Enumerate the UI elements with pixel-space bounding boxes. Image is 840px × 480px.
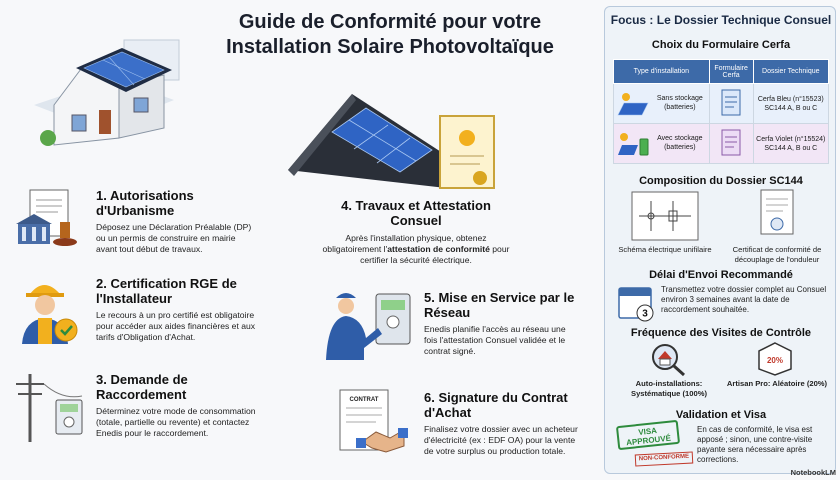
consuel-focus-panel [604, 6, 836, 474]
step-6-text: Finalisez votre dossier avec un acheteur d'électricité (ex : EDF OA) pour la vente de votre surplus ou production totale. [424, 424, 578, 456]
step-2-text: Le recours à un pro certifié est obligatoire pour accéder aux aides financières et aux tarifs d'Obligation d'Achat. [96, 310, 256, 342]
step-4-text: Après l'installation physique, obtenez obligatoirement l'attestation de conformité pour certifier la sécurité électrique. [322, 233, 510, 265]
town-hall-document-icon [12, 188, 84, 250]
step-3-text: Déterminez votre mode de consommation (totale, partielle ou revente) et contactez Enedis pour le raccordement. [96, 406, 256, 438]
frequency-section-title: Fréquence des Visites de Contrôle [630, 327, 812, 339]
frequency-artisan-pro: Artisan Pro: Aléatoire (20%) [726, 379, 828, 388]
visa-section-title: Validation et Visa [675, 409, 767, 421]
table-row [614, 84, 829, 124]
row-1-type: Sans stockage (batteries) [656, 95, 703, 111]
row-2-type: Avec stockage (batteries) [657, 135, 703, 151]
dice-label: 20% [766, 356, 784, 365]
svg-text:CONTRAT: CONTRAT [349, 397, 379, 403]
step-6-title: 6. Signature du Contrat d'Achat [424, 390, 568, 420]
composition-section-title: Composition du Dossier SC144 [639, 175, 803, 187]
page-title [190, 10, 590, 60]
dice-icon [757, 341, 793, 377]
cerfa-table [613, 59, 829, 164]
table-header-type: Type d'installation [614, 60, 710, 84]
certificate-icon [757, 189, 797, 241]
step-5 [424, 290, 580, 357]
delay-section-title: Délai d'Envoi Recommandé [649, 269, 793, 281]
step-1-title: 1. Autorisations d'Urbanisme [96, 188, 194, 218]
composition-item-certificate: Certificat de conformité de découplage de l'onduleur [732, 245, 822, 264]
cerfa-section-title: Choix du Formulaire Cerfa [651, 39, 791, 51]
step-5-text: Enedis planifie l'accès au réseau une fois l'attestation Consuel validée et le contrat signé. [424, 324, 566, 356]
solar-panel-icon [616, 91, 650, 117]
step-6 [424, 390, 580, 457]
step-2-title: 2. Certification RGE de l'Installateur [96, 276, 237, 306]
non-conforme-stamp: NON-CONFORME [635, 451, 694, 466]
magnifier-house-icon [649, 341, 687, 377]
blue-form-icon [720, 89, 742, 117]
row-1-dossier: Cerfa Bleu (n°15523) SC144 A, B ou C [753, 84, 828, 124]
step-4-title: 4. Travaux et Attestation Consuel [341, 198, 491, 228]
title-line-2: Installation Solaire Photovoltaïque [226, 36, 554, 58]
step-4 [318, 198, 514, 266]
solar-battery-icon [616, 131, 650, 157]
composition-item-schema: Schéma électrique unifilaire [618, 245, 712, 254]
wiring-diagram-icon [631, 191, 699, 241]
calendar-number: 3 [642, 308, 648, 320]
contract-handshake-icon [336, 388, 408, 458]
step-1-text: Déposez une Déclaration Préalable (DP) ou un permis de construire en mairie avant tout début de travaux. [96, 222, 252, 254]
table-header-dossier: Dossier Technique [753, 60, 828, 84]
notebooklm-logo: NotebookLM [790, 468, 836, 477]
panel-title: Focus : Le Dossier Technique Consuel [610, 13, 832, 27]
installer-worker-icon [14, 272, 86, 348]
title-line-1: Guide de Conformité pour votre [238, 11, 542, 33]
technician-meter-icon [318, 286, 418, 366]
calendar-icon [617, 283, 657, 323]
table-row [614, 124, 829, 164]
power-pylon-meter-icon [12, 370, 86, 446]
visa-approved-stamp: VISA APPROUVÉ [616, 420, 680, 450]
row-2-dossier: Cerfa Violet (n°15524) SC144 A, B ou C [753, 124, 828, 164]
frequency-auto-install: Auto-installations: Systématique (100%) [631, 379, 707, 398]
roof-panels-certificate-icon [282, 80, 512, 210]
table-header-cerfa: Formulaire Cerfa [709, 60, 753, 84]
step-1 [96, 188, 256, 255]
step-3-title: 3. Demande de Raccordement [96, 372, 188, 402]
visa-text: En cas de conformité, le visa est apposé ; sinon, une contre-visite payante sera nécessaire après corrections. [697, 425, 813, 464]
step-3 [96, 372, 256, 439]
violet-form-icon [720, 129, 742, 157]
delay-text: Transmettez votre dossier complet au Consuel environ 3 semaines avant la date de raccordement souhaitée. [661, 285, 827, 314]
house-solar-icon [14, 30, 184, 160]
step-2 [96, 276, 256, 343]
step-5-title: 5. Mise en Service par le Réseau [424, 290, 575, 320]
